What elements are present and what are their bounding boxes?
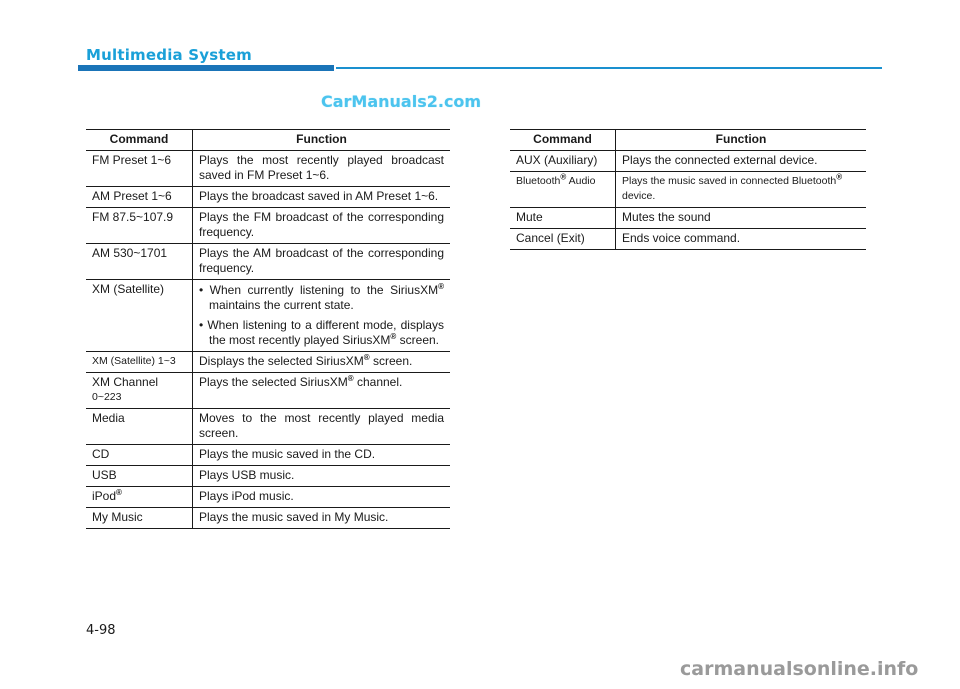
function-cell [193,373,451,409]
table-header-row [510,130,866,151]
command-cell: FM Preset 1~6 [86,151,193,187]
section-title: Multimedia System [86,46,252,64]
function-cell: Mutes the sound [616,208,867,229]
command-text: iPod [92,489,117,503]
bullet-text: When listening to a different mode, displays the most recently played SiriusXM [207,318,444,347]
function-cell: Plays the broadcast saved in AM Preset 1~6. [193,187,451,208]
table-row [86,208,450,244]
table-row [86,352,450,373]
bullet-text: screen. [396,333,439,347]
command-cell: CD [86,445,193,466]
table-row [86,487,450,508]
table-row [86,508,450,529]
registered-mark: ® [836,172,843,182]
table-row [510,151,866,172]
command-range: 0~223 [92,391,122,403]
bullet-text: maintains the current state. [209,298,354,312]
bullet-item [199,283,444,313]
function-cell: Plays the AM broadcast of the corresponding frequency. [193,244,451,280]
footer-watermark: carmanualsonline.info [680,658,919,680]
registered-mark: ® [390,332,397,341]
function-cell: Moves to the most recently played media screen. [193,409,451,445]
command-cell [86,373,193,409]
voice-command-table-right [510,129,866,250]
function-cell: Plays iPod music. [193,487,451,508]
command-cell: Cancel (Exit) [510,229,616,250]
function-cell [193,280,451,352]
watermark-logo: CarManuals2.com [321,92,482,111]
table-row [510,172,866,208]
table-row [510,229,866,250]
voice-command-table-left [86,129,450,529]
function-cell: Plays USB music. [193,466,451,487]
function-text: screen. [369,354,413,368]
command-cell: Mute [510,208,616,229]
function-cell: Plays the most recently played broadcast saved in FM Preset 1~6. [193,151,451,187]
table-row [86,445,450,466]
table-row [510,208,866,229]
function-cell: Plays the FM broadcast of the corresponding frequency. [193,208,451,244]
command-cell: XM (Satellite) [86,280,193,352]
function-text: device. [622,190,656,202]
table-row [86,187,450,208]
command-text: Audio [566,175,596,187]
table-row [86,151,450,187]
command-cell: Media [86,409,193,445]
table-row [86,409,450,445]
function-text: channel. [353,375,403,389]
table-row [86,373,450,409]
function-cell: Plays the connected external device. [616,151,867,172]
command-text: Bluetooth [516,175,561,187]
command-cell [510,172,616,208]
command-cell: XM (Satellite) 1~3 [86,352,193,373]
function-text: Displays the selected SiriusXM [199,354,364,368]
command-text: XM Channel [92,375,159,389]
registered-mark: ® [363,353,370,362]
function-cell: Ends voice command. [616,229,867,250]
bullet-dot: • [199,318,204,332]
command-cell [86,487,193,508]
table-header-row [86,130,450,151]
command-cell: AUX (Auxiliary) [510,151,616,172]
bullet-item [199,318,444,348]
registered-mark: ® [347,374,354,383]
table-row [86,244,450,280]
table-row [86,466,450,487]
bullet-dot: • [199,283,204,297]
header-bar-dark [78,65,334,71]
function-cell: Plays the music saved in the CD. [193,445,451,466]
table-row [86,280,450,352]
function-text: Plays the music saved in connected Bluetooth [622,175,837,187]
page-number: 4-98 [86,623,116,638]
function-text: Plays the selected SiriusXM [199,375,348,389]
column-header-function: Function [193,130,451,151]
registered-mark: ® [438,282,444,291]
function-cell: Plays the music saved in My Music. [193,508,451,529]
registered-mark: ® [560,172,567,182]
bullet-text: When currently listening to the SiriusXM [209,283,439,297]
column-header-function: Function [616,130,867,151]
command-cell: AM Preset 1~6 [86,187,193,208]
column-header-command: Command [510,130,616,151]
function-cell [616,172,867,208]
header-bar-line [336,67,882,69]
command-cell: FM 87.5~107.9 [86,208,193,244]
column-header-command: Command [86,130,193,151]
command-cell: USB [86,466,193,487]
function-cell [193,352,451,373]
command-cell: My Music [86,508,193,529]
registered-mark: ® [116,488,122,497]
command-cell: AM 530~1701 [86,244,193,280]
